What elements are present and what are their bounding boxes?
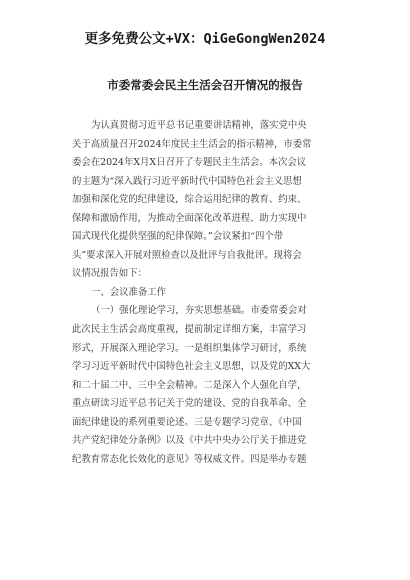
body-line: 此次民主生活会高度重视，提前制定详细方案，丰富学习 xyxy=(72,324,307,336)
body-line: 面纪律建设的系列重要论述。三是专题学习党章、《中国 xyxy=(72,416,302,428)
document-title: 市委常委会民主生活会召开情况的报告 xyxy=(107,78,303,92)
body-line: 关于高质量召开2024年度民主生活会的指示精神，市委常 xyxy=(72,138,312,150)
body-line: 议情况报告如下： xyxy=(72,268,148,280)
body-line: 纪教育常态化长效化的意见》等权威文件。四是举办专题 xyxy=(72,453,307,465)
body-line: 头”要求深入开展对照检查以及批评与自我批评。现将会 xyxy=(72,249,302,261)
body-line: 保障和激励作用，为推动全面深化改革进程、助力实现中 xyxy=(72,212,307,224)
body-line: 共产党纪律处分条例》以及《中共中央办公厅关于推进党 xyxy=(72,435,307,447)
body-line: 和二十届二中、三中全会精神。二是深入个人强化自学， xyxy=(72,379,307,391)
body-line: 委会在2024年X月X日召开了专题民主生活会。本次会议 xyxy=(72,157,307,169)
body-line: 形式，开展深入理论学习。一是组织集体学习研讨，系统 xyxy=(72,342,307,354)
promo-header: 更多免费公文+VX：QiGeGongWen2024 xyxy=(84,31,326,47)
subsection-heading: （一）强化理论学习，夯实思想基础。市委常委会对 xyxy=(91,305,307,317)
document-body xyxy=(72,117,354,469)
section-heading: 一、会议准备工作 xyxy=(91,286,167,298)
body-line: 为认真贯彻习近平总书记重要讲话精神，落实党中央 xyxy=(91,120,307,131)
body-line: 重点研读习近平总书记关于党的建设、党的自我革命、全 xyxy=(72,398,307,410)
body-line: 的主题为“深入践行习近平新时代中国特色社会主义思想 xyxy=(72,175,302,187)
body-line: 学习习近平新时代中国特色社会主义思想，以及党的XX大 xyxy=(72,361,311,373)
body-line: 加强和深化党的纪律建设，综合运用纪律的教育、约束、 xyxy=(72,194,307,206)
body-line: 国式现代化提供坚强的纪律保障。”会议紧扣“四个带 xyxy=(72,231,284,243)
